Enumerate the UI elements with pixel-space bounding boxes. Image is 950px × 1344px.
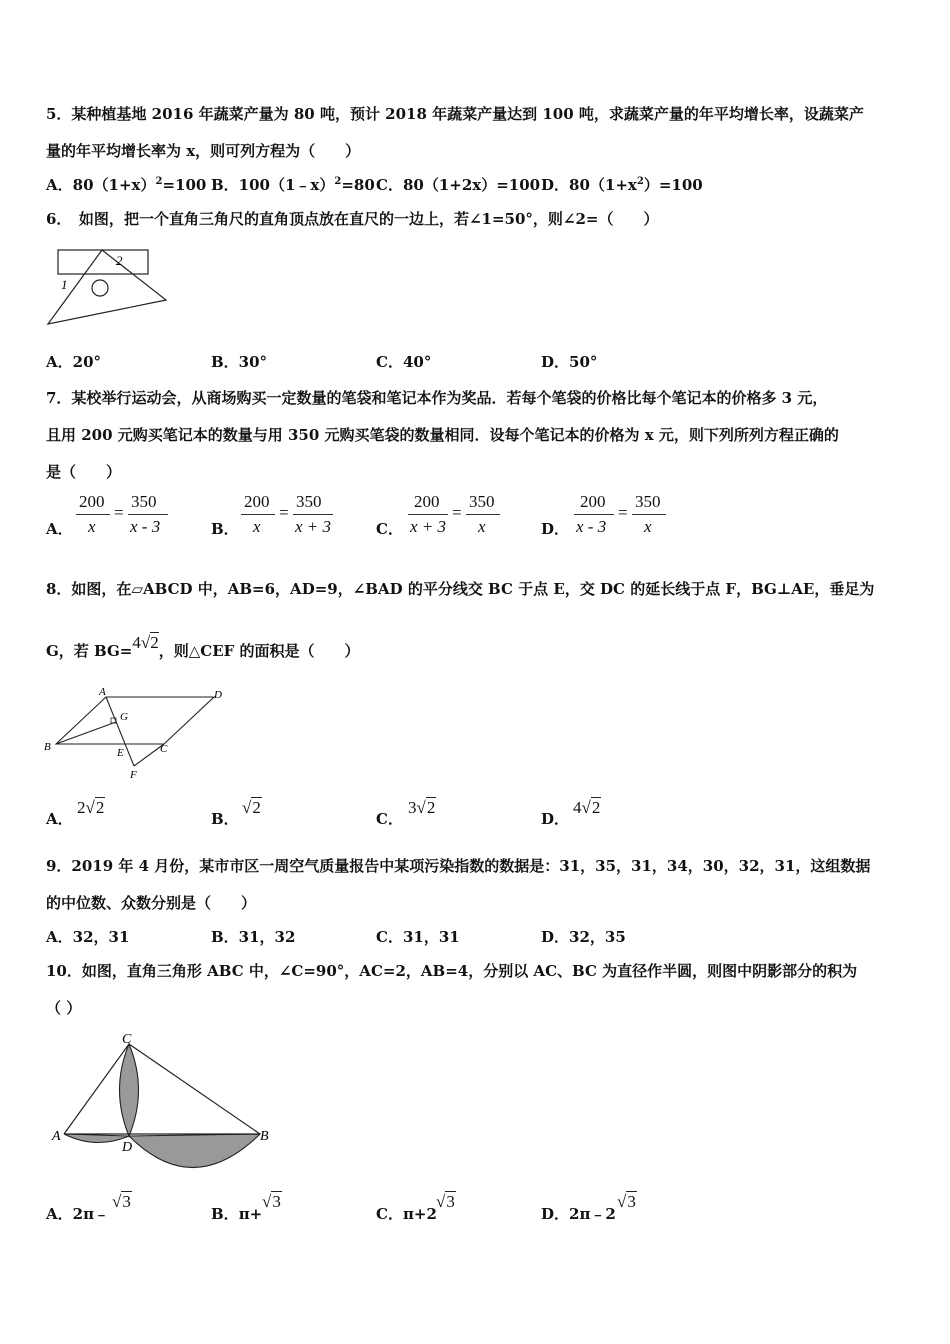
q8-option-b-label: B． (211, 810, 239, 828)
q10-stem-line2: （ ） (46, 999, 82, 1017)
q7-option-d-label: D． (541, 520, 570, 538)
q10-label-b: B (260, 1129, 269, 1144)
q10-option-c-radical: √3 (436, 1192, 455, 1211)
q10-option-b-label: B．π+ (211, 1205, 263, 1223)
q8-figure (44, 686, 234, 780)
q9-option-d: D．32，35 (541, 928, 626, 946)
q5-option-c: C．80（1+2x）=100 (376, 176, 541, 194)
q9-stem-line1: 9．2019 年 4 月份，某市市区一周空气质量报告中某项污染指数的数据是：31，35，31，34，30，32，31，这组数据 (46, 857, 871, 875)
q8-label-c: C (160, 743, 168, 755)
q5-stem-line2: 量的年平均增长率为 x，则可列方程为（ ） (46, 142, 361, 160)
q8-label-d: D (214, 689, 222, 701)
q7-option-c-equation: 200 x + 3 = 350 x (408, 492, 508, 540)
q7-option-d-equation: 200 x - 3 = 350 x (574, 492, 674, 540)
q8-label-b: B (44, 741, 51, 753)
q8-option-a-value: 2√2 (77, 798, 105, 817)
q10-option-d-label: D．2π﹣2 (541, 1205, 616, 1223)
q7-option-b-label: B． (211, 520, 239, 538)
q8-option-c-value: 3√2 (408, 798, 436, 817)
q7-stem-line3: 是（ ） (46, 463, 122, 481)
q6-option-a: A．20° (46, 353, 102, 371)
q10-stem-line1: 10．如图，直角三角形 ABC 中，∠C=90°，AC=2，AB=4，分别以 AC、BC 为直径作半圆，则图中阴影部分的积为 (46, 962, 858, 980)
q10-figure (48, 1030, 278, 1175)
q8-label-a: A (99, 686, 106, 698)
q10-option-b-radical: √3 (262, 1192, 281, 1211)
q10-option-a-radical: √3 (112, 1192, 131, 1211)
q5-option-a: A．$80(1+x)^2=100$ (46, 176, 207, 194)
q9-option-c: C．31，31 (376, 928, 460, 946)
q8-stem-line2: G，若 BG=4√2，则△CEF 的面积是（ ） (46, 633, 360, 660)
q7-stem-line2: 且用 200 元购买笔记本的数量与用 350 元购买笔袋的数量相同．设每个笔记本的价格为 x 元，则下列所列方程正确的 (46, 426, 839, 444)
q6-stem: 6． 如图，把一个直角三角尺的直角顶点放在直尺的一边上，若∠1=50°，则∠2=（ ） (46, 210, 659, 228)
q7-option-b-equation: 200 x = 350 x + 3 (241, 492, 341, 540)
q7-option-a-label: A． (46, 520, 73, 538)
q8-label-g: G (120, 711, 128, 723)
q5-stem-line1: 5．某种植基地 2016 年蔬菜产量为 80 吨，预计 2018 年蔬菜产量达到 100 吨，求蔬菜产量的年平均增长率，设蔬菜产 (46, 105, 864, 123)
q8-option-c-label: C． (376, 810, 403, 828)
q10-option-a-label: A．2π﹣ (46, 1205, 110, 1223)
q10-label-c: C (122, 1032, 132, 1047)
q8-option-d-value: 4√2 (573, 798, 601, 817)
q5-option-b: B．100（1﹣x）$^2$=80 (211, 176, 375, 194)
q6-option-d: D．50° (541, 353, 598, 371)
q9-stem-line2: 的中位数、众数分别是（ ） (46, 894, 257, 912)
q8-option-a-label: A． (46, 810, 73, 828)
q10-label-a: A (52, 1129, 61, 1144)
q5-option-d: D．$80(1+x^2)=100$ (541, 176, 703, 194)
q6-label-1: 1 (61, 277, 68, 292)
q7-stem-line1: 7．某校举行运动会，从商场购买一定数量的笔袋和笔记本作为奖品．若每个笔袋的价格比每个笔记本的价格多 3 元， (46, 389, 828, 407)
q8-label-e: E (117, 747, 124, 759)
q8-option-d-label: D． (541, 810, 570, 828)
q10-option-c-label: C．π+2 (376, 1205, 437, 1223)
q9-option-b: B．31，32 (211, 928, 296, 946)
q8-stem-line1: 8．如图，在▱ABCD 中，AB=6，AD=9，∠BAD 的平分线交 BC 于点 E，交 DC 的延长线于点 F，BG⊥AE，垂足为 (46, 580, 875, 598)
q10-option-d-radical: √3 (617, 1192, 636, 1211)
q6-option-b: B．30° (211, 353, 268, 371)
q8-option-b-value: √2 (242, 798, 261, 817)
q7-option-a-equation: 200 x = 350 x - 3 (76, 492, 176, 540)
q8-label-f: F (130, 769, 137, 781)
q6-label-2: 2 (116, 253, 123, 268)
q9-option-a: A．32，31 (46, 928, 130, 946)
q6-option-c: C．40° (376, 353, 432, 371)
q7-option-c-label: C． (376, 520, 403, 538)
q6-figure (44, 246, 174, 330)
q10-label-d: D (122, 1140, 133, 1155)
